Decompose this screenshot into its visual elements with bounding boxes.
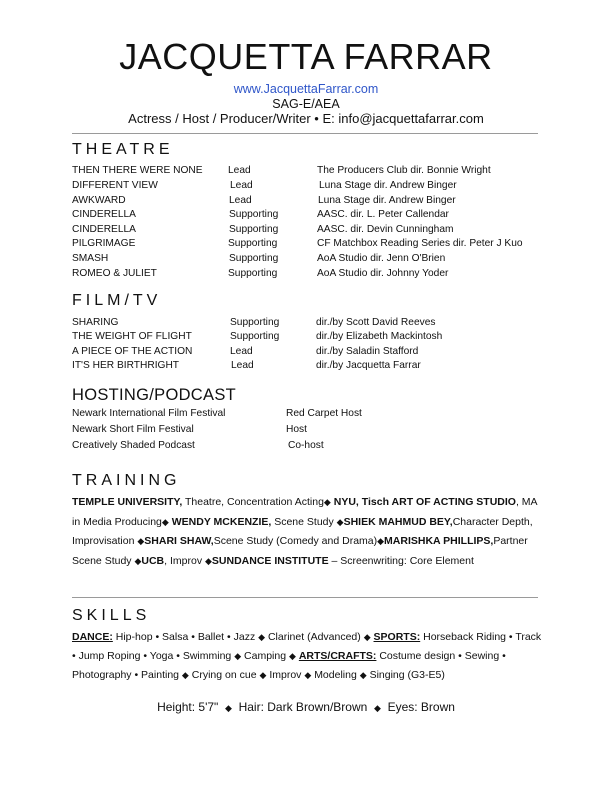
training-heading: TRAINING: [72, 472, 181, 489]
diamond-icon: ◆: [161, 516, 169, 527]
diamond-icon: ◆: [204, 555, 212, 566]
name-title: JACQUETTA FARRAR: [119, 36, 493, 77]
resume-page: JACQUETTA FARRAR www.JacquettaFarrar.com SAG-E/AEA Actress / Host / Producer/Writer • E: info@jacquettafarrar.com THEATRE THEN THERE WERE NONE Lead The Producers Club dir. Bonnie Wright DIFFERENT VIEW Lead Luna Stage dir. Andrew Binger AWKWARD Lead Luna Stage dir. Andrew Binger CINDERELLA Supporting AASC. dir. L. Peter Callendar CINDERELLA Supporting AASC. dir. Devin Cunningham PILGRIMAGE Supporting CF Matchbox Reading Series dir. Peter J Kuo SMASH Supporting AoA Studio dir. Jenn O'Brien ROMEO & JULIET Supporting AoA Studio dir. Johnny Yoder FILM/TV SHARING Supporting dir./by Scott David Reeves THE WEIGHT OF FLIGHT Supporting dir./by Elizabeth Mackintosh A PIECE OF THE ACTION Lead dir./by Saladin Stafford IT'S HER BIRTHRIGHT Lead dir./by Jacquetta Farrar HOSTING/PODCAST Newark International Film Festival Red Carpet Host Newark Short Film Festival Host Creatively Shaded Podcast Co-host TRAINING TEMPLE UNIVERSITY, Theatre, Concentration Acting◆ NYU, Tisch ART OF ACTING STUDIO, MA in Media Producing◆ WENDY MCKENZIE, Scene Study ◆SHIEK MAHMUD BEY,Character Depth, Improvisation ◆SHARI SHAW,Scene Study (Comedy and Drama)◆MARISHKA PHILLIPS,Partner Scene Study ◆UCB, Improv ◆SUNDANCE INSTITUTE – Screenwriting: Core Element SKILLS DANCE: Hip-hop • Salsa • Ballet • Jazz ◆ Clarinet (Advanced) ◆ SPORTS: Horseback Riding • Track • Jump Roping • Yoga • Swimming ◆ Camping ◆ ARTS/CRAFTS: Costume design • Sewing • Photography • Painting ◆ Crying on cue ◆ Improv ◆ Modeling ◆ Singing (G3-E5) Height: 5'7" ◆ Hair: Dark Brown/Brown ◆ Eyes: Brown: [0, 0, 612, 792]
diamond-icon: ◆: [259, 670, 267, 680]
divider: [72, 597, 538, 598]
height: Height: 5'7": [157, 700, 219, 714]
diamond-icon: ◆: [304, 670, 312, 680]
film-heading: FILM/TV: [72, 292, 162, 309]
diamond-icon: ◆: [225, 703, 232, 713]
diamond-icon: ◆: [289, 651, 296, 661]
divider: [72, 133, 538, 134]
union-affiliation: SAG-E/AEA: [272, 97, 340, 111]
diamond-icon: ◆: [234, 651, 242, 661]
diamond-icon: ◆: [336, 516, 344, 527]
diamond-icon: ◆: [258, 632, 266, 642]
skills-paragraph: DANCE: Hip-hop • Salsa • Ballet • Jazz ◆ Clarinet (Advanced) ◆ SPORTS: Horseback Riding • Track • Jump Roping • Yoga • Swimming ◆ Camping ◆ ARTS/CRAFTS: Costume design • Sewing • Photography • Painting ◆ Crying on cue ◆ Improv ◆ Modeling ◆ Singing (G3-E5): [72, 631, 542, 681]
website-link[interactable]: www.JacquettaFarrar.com: [233, 82, 379, 96]
diamond-icon: ◆: [373, 703, 381, 713]
diamond-icon: ◆: [363, 632, 371, 642]
skills-heading: SKILLS: [72, 607, 151, 624]
hair: Hair: Dark Brown/Brown: [238, 700, 368, 714]
diamond-icon: ◆: [323, 497, 331, 507]
diamond-icon: ◆: [137, 536, 145, 546]
theatre-heading: THEATRE: [72, 141, 174, 158]
diamond-icon: ◆: [377, 536, 385, 546]
tagline: Actress / Host / Producer/Writer • E: info@jacquettafarrar.com: [128, 111, 484, 126]
diamond-icon: ◆: [181, 670, 189, 680]
training-paragraph: TEMPLE UNIVERSITY, Theatre, Concentration Acting◆ NYU, Tisch ART OF ACTING STUDIO, MA in Media Producing◆ WENDY MCKENZIE, Scene Study ◆SHIEK MAHMUD BEY,Character Depth, Improvisation ◆SHARI SHAW,Scene Study (Comedy and Drama)◆MARISHKA PHILLIPS,Partner Scene Study ◆UCB, Improv ◆SUNDANCE INSTITUTE – Screenwriting: Core Element: [72, 496, 537, 567]
diamond-icon: ◆: [134, 555, 142, 566]
eyes: Eyes: Brown: [387, 700, 455, 714]
physical-stats: [0, 700, 612, 714]
diamond-icon: ◆: [359, 670, 367, 680]
hosting-heading: HOSTING/PODCAST: [72, 386, 237, 404]
